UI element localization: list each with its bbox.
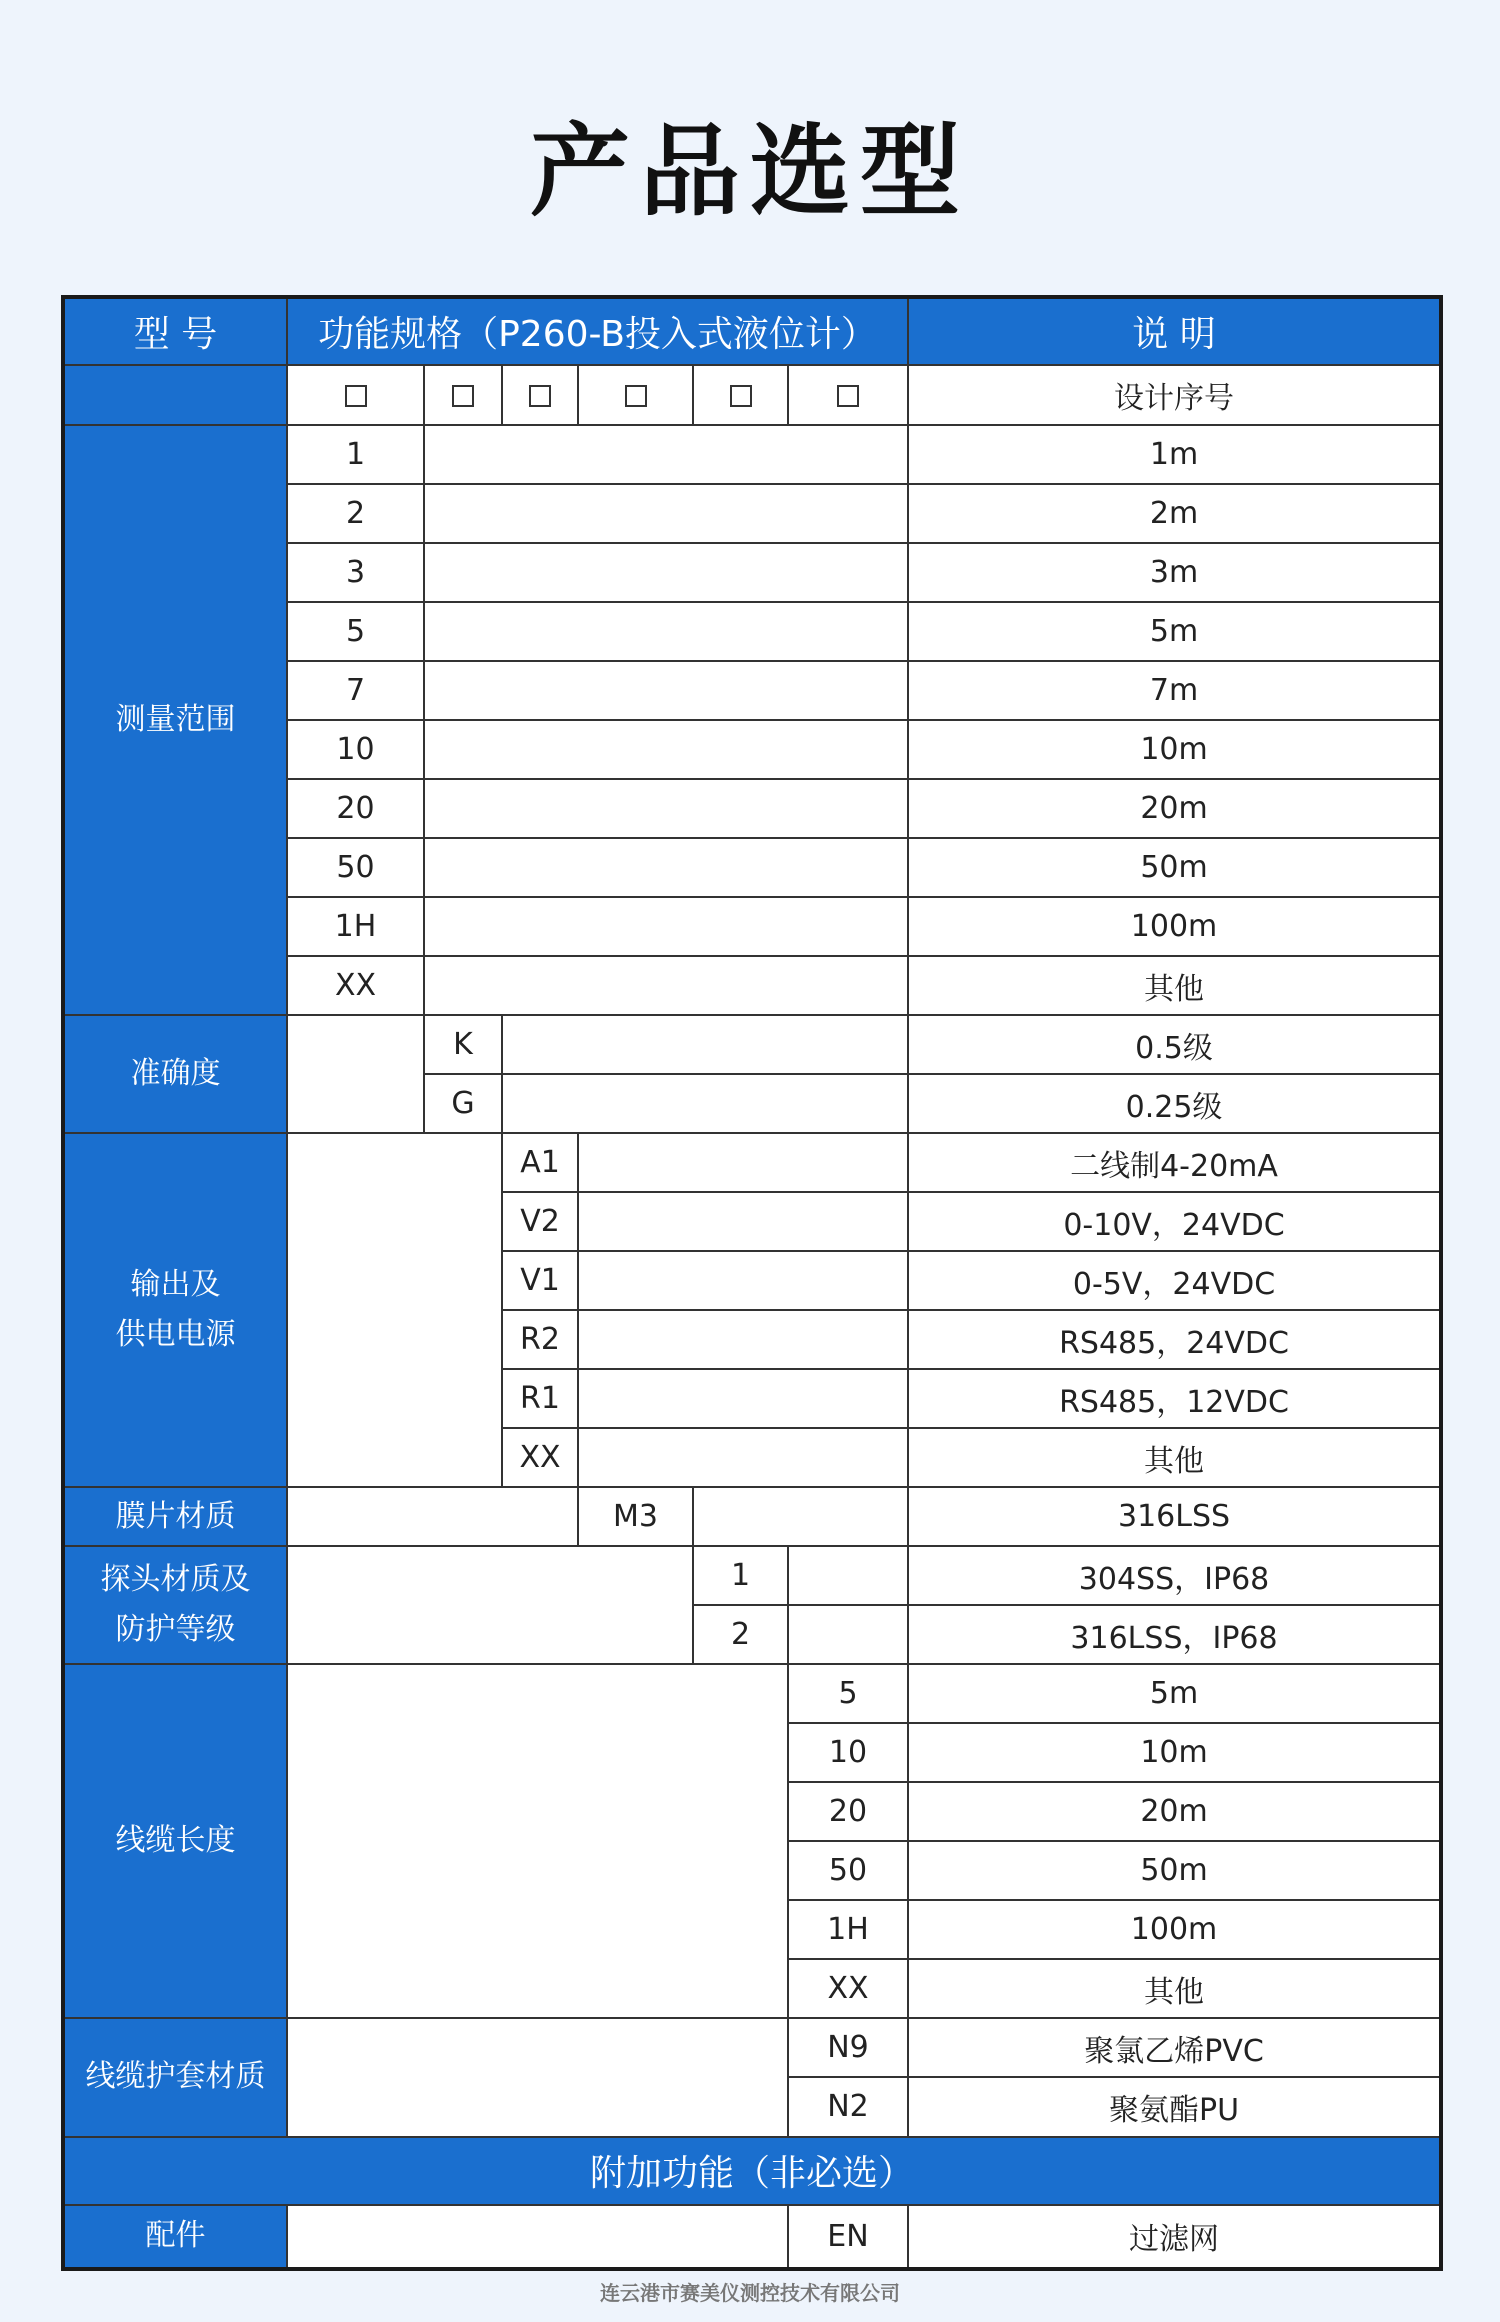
cable-length-desc: 5m bbox=[908, 1664, 1441, 1723]
accuracy-desc: 0.25级 bbox=[908, 1074, 1441, 1133]
cable-length-code: 1H bbox=[788, 1900, 908, 1959]
category-probe bbox=[63, 1546, 287, 1664]
diaphragm-code: M3 bbox=[578, 1487, 693, 1546]
category-output-line1: 输出及 bbox=[130, 1267, 221, 1303]
category-output-line2: 供电电源 bbox=[115, 1317, 236, 1353]
category-probe-line2: 防护等级 bbox=[115, 1612, 236, 1648]
output-desc: 0-10V，24VDC bbox=[908, 1192, 1441, 1251]
accuracy-code: G bbox=[424, 1074, 502, 1133]
spacer-cell bbox=[578, 1428, 908, 1487]
spacer-cell bbox=[424, 897, 908, 956]
range-desc: 7m bbox=[908, 661, 1441, 720]
spacer-cell bbox=[424, 720, 908, 779]
output-desc: 其他 bbox=[908, 1428, 1441, 1487]
spacer-cell bbox=[424, 425, 908, 484]
checkbox-icon[interactable] bbox=[730, 385, 752, 407]
checkbox-icon[interactable] bbox=[452, 385, 474, 407]
output-code: A1 bbox=[502, 1133, 578, 1192]
category-diaphragm: 膜片材质 bbox=[63, 1487, 287, 1546]
range-code: 1H bbox=[287, 897, 424, 956]
code-position-row bbox=[63, 365, 1441, 425]
category-cable-length: 线缆长度 bbox=[63, 1664, 287, 2018]
page-title: 产品选型 bbox=[530, 113, 970, 230]
spacer-cell bbox=[502, 1074, 908, 1133]
diaphragm-desc: 316LSS bbox=[908, 1487, 1441, 1546]
output-desc: 二线制4-20mA bbox=[908, 1133, 1441, 1192]
table-row bbox=[63, 1487, 1441, 1546]
category-cable-sheath: 线缆护套材质 bbox=[63, 2018, 287, 2136]
range-desc: 5m bbox=[908, 602, 1441, 661]
accessory-desc: 过滤网 bbox=[908, 2205, 1441, 2269]
checkbox-icon[interactable] bbox=[529, 385, 551, 407]
range-code: 1 bbox=[287, 425, 424, 484]
spacer-cell bbox=[578, 1251, 908, 1310]
header-row bbox=[63, 297, 1441, 365]
table-row bbox=[63, 425, 1441, 484]
range-code: 10 bbox=[287, 720, 424, 779]
spacer-cell bbox=[424, 602, 908, 661]
output-desc: RS485，24VDC bbox=[908, 1310, 1441, 1369]
cable-sheath-desc: 聚氨酯PU bbox=[908, 2077, 1441, 2136]
range-code: XX bbox=[287, 956, 424, 1015]
position-2-cell[interactable] bbox=[424, 365, 502, 425]
header-model: 型 号 bbox=[63, 297, 287, 365]
table-row bbox=[63, 1664, 1441, 1723]
range-code: 2 bbox=[287, 484, 424, 543]
spacer-cell bbox=[287, 1487, 578, 1546]
spacer-cell bbox=[287, 2018, 788, 2136]
cable-length-code: 20 bbox=[788, 1782, 908, 1841]
spacer-cell bbox=[578, 1192, 908, 1251]
category-range: 测量范围 bbox=[63, 425, 287, 1015]
spacer-cell bbox=[502, 1015, 908, 1074]
output-desc: 0-5V，24VDC bbox=[908, 1251, 1441, 1310]
spacer-cell bbox=[424, 838, 908, 897]
accessory-code: EN bbox=[788, 2205, 908, 2269]
table-row bbox=[63, 2018, 1441, 2077]
spacer-cell bbox=[788, 1546, 908, 1605]
checkbox-icon[interactable] bbox=[625, 385, 647, 407]
spacer-cell bbox=[578, 1369, 908, 1428]
position-4-cell[interactable] bbox=[578, 365, 693, 425]
spacer-cell bbox=[578, 1310, 908, 1369]
spacer-cell bbox=[693, 1487, 908, 1546]
accuracy-code: K bbox=[424, 1015, 502, 1074]
spacer-cell bbox=[424, 779, 908, 838]
checkbox-icon[interactable] bbox=[837, 385, 859, 407]
addon-banner-row bbox=[63, 2137, 1441, 2205]
probe-code: 1 bbox=[693, 1546, 788, 1605]
cable-length-desc: 其他 bbox=[908, 1959, 1441, 2018]
table-row bbox=[63, 1015, 1441, 1074]
range-desc: 100m bbox=[908, 897, 1441, 956]
probe-desc: 304SS，IP68 bbox=[908, 1546, 1441, 1605]
range-code: 7 bbox=[287, 661, 424, 720]
footer-company: 连云港市赛美仪测控技术有限公司 bbox=[600, 2281, 900, 2305]
output-code: V2 bbox=[502, 1192, 578, 1251]
range-code: 50 bbox=[287, 838, 424, 897]
header-function: 功能规格（P260-B投入式液位计） bbox=[287, 297, 908, 365]
range-desc: 其他 bbox=[908, 956, 1441, 1015]
range-desc: 1m bbox=[908, 425, 1441, 484]
spacer-cell bbox=[424, 661, 908, 720]
output-code: V1 bbox=[502, 1251, 578, 1310]
spacer-cell bbox=[287, 1133, 502, 1487]
range-desc: 20m bbox=[908, 779, 1441, 838]
range-desc: 50m bbox=[908, 838, 1441, 897]
output-code: XX bbox=[502, 1428, 578, 1487]
spacer-cell bbox=[424, 484, 908, 543]
code-position-label-cell bbox=[63, 365, 287, 425]
range-code: 20 bbox=[287, 779, 424, 838]
position-3-cell[interactable] bbox=[502, 365, 578, 425]
range-code: 3 bbox=[287, 543, 424, 602]
cable-sheath-desc: 聚氯乙烯PVC bbox=[908, 2018, 1441, 2077]
cable-length-code: XX bbox=[788, 1959, 908, 2018]
probe-desc: 316LSS，IP68 bbox=[908, 1605, 1441, 1664]
position-1-cell[interactable] bbox=[287, 365, 424, 425]
range-desc: 10m bbox=[908, 720, 1441, 779]
probe-code: 2 bbox=[693, 1605, 788, 1664]
cable-length-code: 5 bbox=[788, 1664, 908, 1723]
header-description: 说 明 bbox=[908, 297, 1441, 365]
output-code: R2 bbox=[502, 1310, 578, 1369]
spacer-cell bbox=[287, 1015, 424, 1133]
range-desc: 3m bbox=[908, 543, 1441, 602]
product-selection-table bbox=[61, 295, 1443, 2271]
category-probe-line1: 探头材质及 bbox=[100, 1562, 251, 1598]
spacer-cell bbox=[424, 543, 908, 602]
table-row bbox=[63, 2205, 1441, 2269]
cable-length-desc: 20m bbox=[908, 1782, 1441, 1841]
spacer-cell bbox=[578, 1133, 908, 1192]
spacer-cell bbox=[788, 1605, 908, 1664]
cable-length-code: 10 bbox=[788, 1723, 908, 1782]
cable-sheath-code: N2 bbox=[788, 2077, 908, 2136]
accuracy-desc: 0.5级 bbox=[908, 1015, 1441, 1074]
cable-length-desc: 10m bbox=[908, 1723, 1441, 1782]
spacer-cell bbox=[424, 956, 908, 1015]
cable-length-desc: 100m bbox=[908, 1900, 1441, 1959]
cable-length-desc: 50m bbox=[908, 1841, 1441, 1900]
category-accessory: 配件 bbox=[63, 2205, 287, 2269]
spacer-cell bbox=[287, 1546, 693, 1664]
addon-banner: 附加功能（非必选） bbox=[63, 2137, 1441, 2205]
output-desc: RS485，12VDC bbox=[908, 1369, 1441, 1428]
range-code: 5 bbox=[287, 602, 424, 661]
cable-sheath-code: N9 bbox=[788, 2018, 908, 2077]
cable-length-code: 50 bbox=[788, 1841, 908, 1900]
position-5-cell[interactable] bbox=[693, 365, 788, 425]
table-row bbox=[63, 1546, 1441, 1605]
design-serial-cell: 设计序号 bbox=[908, 365, 1441, 425]
range-desc: 2m bbox=[908, 484, 1441, 543]
table-row bbox=[63, 1133, 1441, 1192]
spacer-cell bbox=[287, 1664, 788, 2018]
spacer-cell bbox=[287, 2205, 788, 2269]
category-accuracy: 准确度 bbox=[63, 1015, 287, 1133]
position-6-cell[interactable] bbox=[788, 365, 908, 425]
checkbox-icon[interactable] bbox=[345, 385, 367, 407]
output-code: R1 bbox=[502, 1369, 578, 1428]
category-output bbox=[63, 1133, 287, 1487]
